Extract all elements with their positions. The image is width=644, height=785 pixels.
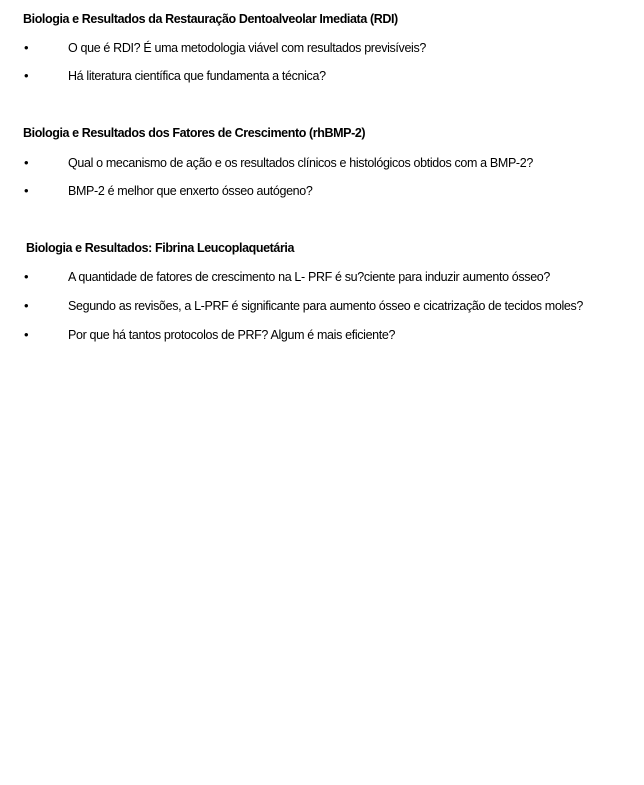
section-heading: Biologia e Resultados da Restauração Dentoalveolar Imediata (RDI) (23, 12, 398, 26)
bullet-icon: • (24, 269, 29, 284)
section-heading: Biologia e Resultados dos Fatores de Crescimento (rhBMP-2) (23, 126, 366, 140)
section-heading: Biologia e Resultados: Fibrina Leucoplaquetária (26, 241, 295, 255)
bullet-icon: • (24, 298, 29, 313)
bullet-icon: • (24, 183, 29, 198)
bullet-icon: • (24, 68, 29, 83)
list-item-text: Por que há tantos protocolos de PRF? Algum é mais eficiente? (68, 328, 396, 342)
list-item-text: A quantidade de fatores de crescimento na L- PRF é su?ciente para induzir aumento ósseo? (68, 270, 551, 284)
list-item-text: Qual o mecanismo de ação e os resultados clínicos e histológicos obtidos com a BMP-2? (68, 156, 533, 170)
list-item (0, 269, 644, 285)
list-item-text: O que é RDI? É uma metodologia viável com resultados previsíveis? (68, 41, 426, 55)
bullet-icon: • (24, 155, 29, 170)
list-item (0, 68, 644, 84)
list-item-text: BMP-2 é melhor que enxerto ósseo autógeno? (68, 184, 313, 198)
list-item (0, 155, 644, 171)
list-item (0, 40, 644, 56)
list-item (0, 183, 644, 199)
list-item (0, 327, 644, 343)
list-item-text: Há literatura científica que fundamenta a técnica? (68, 69, 326, 83)
bullet-icon: • (24, 40, 29, 55)
list-item-text: Segundo as revisões, a L-PRF é significante para aumento ósseo e cicatrização de tecidos moles? (68, 299, 583, 313)
list-item (0, 298, 644, 314)
bullet-icon: • (24, 327, 29, 342)
